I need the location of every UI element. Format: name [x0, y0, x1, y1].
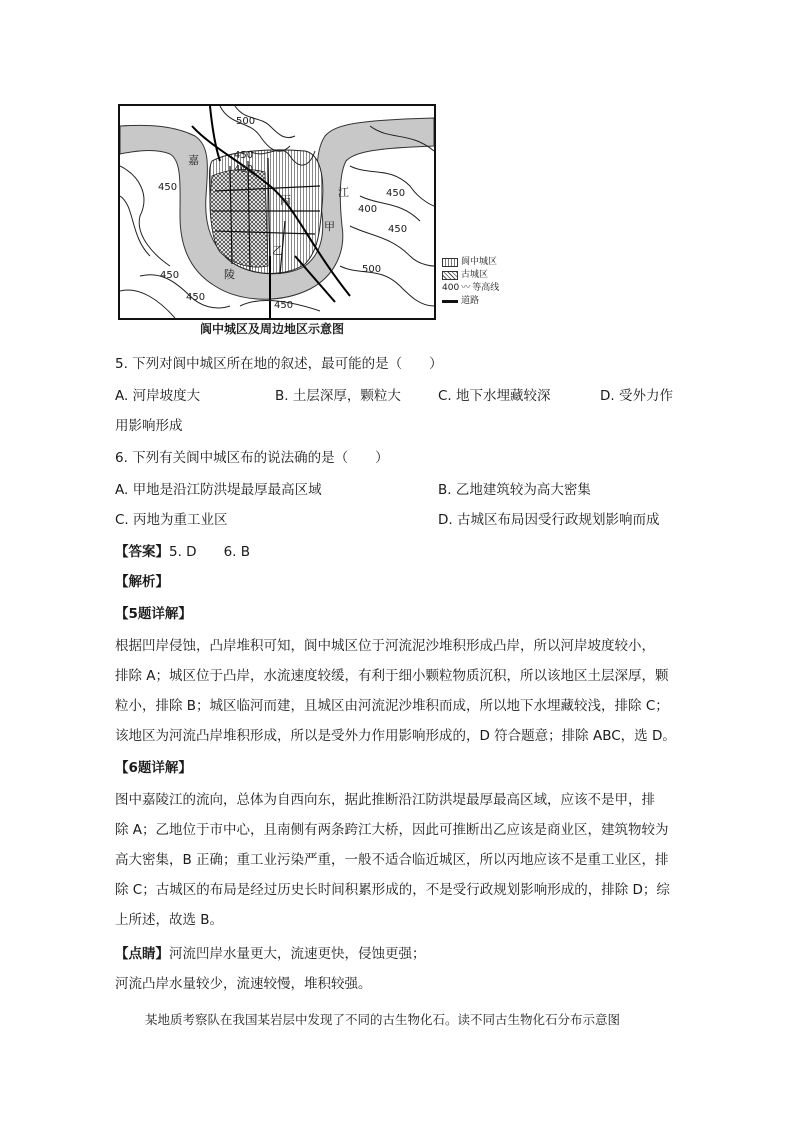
legend-old-city: 古城区: [461, 270, 489, 280]
river-label-jia: 嘉: [188, 154, 199, 167]
q5-option-b: B. 土层深厚，颗粒大: [275, 388, 401, 404]
tip-label: 【点睛】: [115, 946, 169, 962]
contour-label: 450: [234, 150, 254, 161]
q5-detail-line: 排除 A；城区位于凸岸，水流速度较缓，有利于细小颗粒物质沉积，所以该地区土层深厚，颗: [115, 668, 669, 684]
contour-label: 500: [236, 116, 256, 127]
legend-swatch-city: [442, 258, 458, 267]
map-figure: [118, 104, 436, 320]
contour-label: 500: [362, 264, 382, 275]
contour-label: 450: [160, 270, 180, 281]
map-drawing: [120, 106, 434, 318]
river-label-jiang: 江: [338, 186, 349, 199]
q5-option-d-cont: 用影响形成: [115, 418, 183, 434]
place-label-bing: 丙: [280, 194, 291, 207]
tip: [115, 942, 426, 962]
contour-label: 450: [386, 188, 406, 199]
river-label-ling: 陵: [224, 268, 235, 281]
legend-contour: 等高线: [472, 283, 500, 293]
legend-road: 道路: [461, 296, 480, 306]
contour-label: 450: [274, 300, 294, 311]
contour-label: 450: [388, 224, 408, 235]
q6-option-b: B. 乙地建筑较为高大密集: [438, 482, 591, 498]
q5-stem: 5. 下列对阆中城区所在地的叙述，最可能的是（ ）: [115, 356, 443, 372]
q5-detail-line: 粒小，排除 B；城区临河而建，且城区由河流泥沙堆积而成，所以地下水埋藏较浅，排除 C；: [115, 698, 669, 714]
q6-detail-label: 【6题详解】: [115, 760, 192, 776]
tip-line-2: 河流凸岸水量较少，流速较慢，堆积较强。: [115, 976, 372, 992]
map-legend: [442, 256, 499, 308]
legend-city: 阆中城区: [461, 257, 498, 267]
map-caption: 阆中城区及周边地区示意图: [200, 322, 345, 336]
q5-option-a: A. 河岸坡度大: [115, 388, 201, 404]
answer-label: 【答案】: [115, 544, 169, 560]
q6-option-c: C. 丙地为重工业区: [115, 512, 228, 528]
q6-option-d: D. 古城区布局因受行政规划影响而成: [438, 512, 660, 528]
answer-text: 5. D 6. B: [169, 544, 250, 560]
q5-detail-line: 该地区为河流凸岸堆积形成，所以是受外力作用影响形成的，D 符合题意；排除 ABC，选 D。: [115, 728, 676, 744]
place-label-yi: 乙: [272, 244, 283, 257]
q5-option-c: C. 地下水埋藏较深: [438, 388, 551, 404]
q6-detail-line: 上所述，故选 B。: [115, 912, 224, 928]
q6-stem: 6. 下列有关阆中城区布的说法确的是（ ）: [115, 450, 389, 466]
place-label-jia: 甲: [324, 220, 335, 233]
legend-swatch-old-city: [442, 271, 458, 280]
q6-detail-line: 除 C；古城区的布局是经过历史长时间积累形成的，不是受行政规划影响形成的，排除 D；综: [115, 882, 670, 898]
legend-swatch-road: [442, 300, 458, 303]
answer: [115, 540, 250, 560]
contour-label: 400: [234, 164, 254, 175]
q5-option-d: D. 受外力作: [600, 388, 673, 404]
q6-option-a: A. 甲地是沿江防洪堤最厚最高区域: [115, 482, 322, 498]
legend-contour-icon: 〰: [461, 283, 471, 293]
contour-label: 400: [358, 204, 378, 215]
q5-detail-label: 【5题详解】: [115, 606, 192, 622]
q5-detail-line: 根据凹岸侵蚀，凸岸堆积可知，阆中城区位于河流泥沙堆积形成凸岸，所以河岸坡度较小，: [115, 638, 655, 654]
tip-line-1: 河流凹岸水量更大，流速更快，侵蚀更强；: [169, 946, 426, 962]
q6-detail-line: 除 A；乙地位于市中心，且南侧有两条跨江大桥，因此可推断出乙应该是商业区，建筑物较为: [115, 822, 669, 838]
q6-detail-line: 高大密集，B 正确；重工业污染严重，一般不适合临近城区，所以丙地应该不是重工业区，排: [115, 852, 669, 868]
legend-contour-value: 400: [442, 283, 460, 293]
contour-label: 450: [158, 182, 178, 193]
contour-label: 450: [186, 292, 206, 303]
q6-detail-line: 图中嘉陵江的流向，总体为自西向东，据此推断沿江防洪堤最厚最高区域，应该不是甲，排: [115, 792, 655, 808]
analysis-label: 【解析】: [115, 574, 169, 590]
next-question-intro: 某地质考察队在我国某岩层中发现了不同的古生物化石。读不同古生物化石分布示意图: [145, 1012, 621, 1027]
